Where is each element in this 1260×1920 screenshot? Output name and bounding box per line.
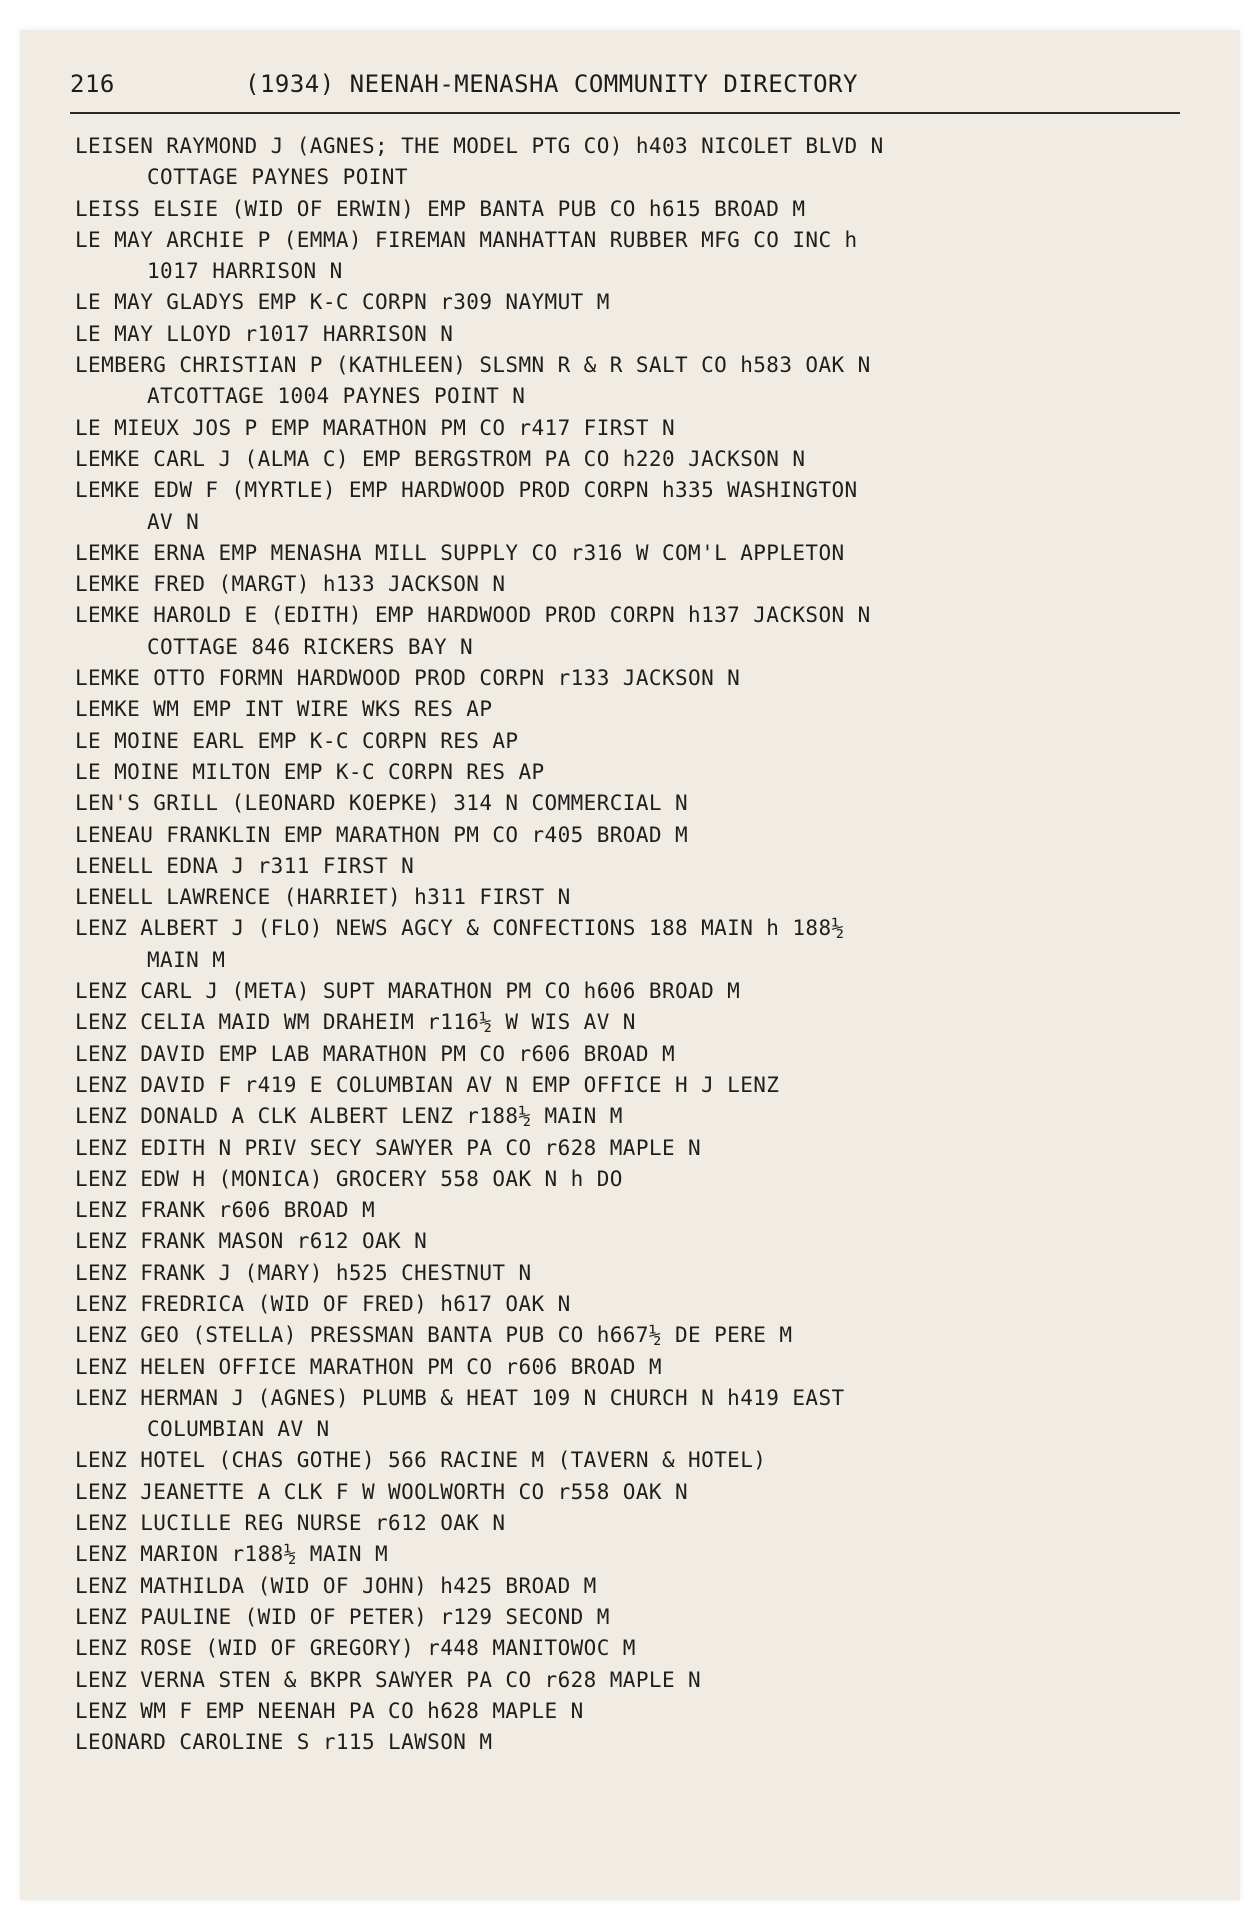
directory-entries <box>75 131 1185 1758</box>
directory-entry: LENZ DAVID EMP LAB MARATHON PM CO r606 BROAD M <box>75 1041 675 1066</box>
directory-entry-continuation: ATCOTTAGE 1004 PAYNES POINT N <box>147 384 526 409</box>
directory-entry: LEN'S GRILL (LEONARD KOEPKE) 314 N COMMERCIAL N <box>75 791 689 816</box>
directory-entry: LENZ DONALD A CLK ALBERT LENZ r188½ MAIN M <box>75 1104 623 1129</box>
directory-entry: LEISS ELSIE (WID OF ERWIN) EMP BANTA PUB CO h615 BROAD M <box>75 196 806 221</box>
directory-entry: LE MAY LLOYD r1017 HARRISON N <box>75 321 454 346</box>
directory-entry: LEMKE OTTO FORMN HARDWOOD PROD CORPN r133 JACKSON N <box>75 666 741 691</box>
running-head-title: (1934) NEENAH-MENASHA COMMUNITY DIRECTORY <box>245 70 858 98</box>
directory-entry: LE MOINE EARL EMP K-C CORPN RES AP <box>75 728 519 753</box>
directory-entry: LENELL EDNA J r311 FIRST N <box>75 853 415 878</box>
directory-entry: LENZ JEANETTE A CLK F W WOOLWORTH CO r558 OAK N <box>75 1479 689 1504</box>
directory-entry: LENZ EDW H (MONICA) GROCERY 558 OAK N h DO <box>75 1166 623 1191</box>
directory-entry: LENZ FRANK J (MARY) h525 CHESTNUT N <box>75 1260 532 1285</box>
directory-entry: LENZ LUCILLE REG NURSE r612 OAK N <box>75 1511 506 1536</box>
directory-entry: LEMKE FRED (MARGT) h133 JACKSON N <box>75 572 506 597</box>
directory-entry: LENZ ROSE (WID OF GREGORY) r448 MANITOWOC M <box>75 1636 636 1661</box>
directory-entry: LENZ CARL J (META) SUPT MARATHON PM CO h606 BROAD M <box>75 979 741 1004</box>
directory-entry: LENELL LAWRENCE (HARRIET) h311 FIRST N <box>75 885 571 910</box>
directory-entry-continuation: 1017 HARRISON N <box>147 259 343 284</box>
directory-entry: LENZ MATHILDA (WID OF JOHN) h425 BROAD M <box>75 1573 597 1598</box>
directory-entry: LENZ MARION r188½ MAIN M <box>75 1542 389 1567</box>
directory-entry-continuation: AV N <box>147 509 200 534</box>
directory-entry: LENZ FRANK r606 BROAD M <box>75 1198 375 1223</box>
directory-entry: LEMKE EDW F (MYRTLE) EMP HARDWOOD PROD CORPN h335 WASHINGTON <box>75 478 858 503</box>
directory-entry: LENZ EDITH N PRIV SECY SAWYER PA CO r628 MAPLE N <box>75 1135 702 1160</box>
directory-entry: LEMKE HAROLD E (EDITH) EMP HARDWOOD PROD CORPN h137 JACKSON N <box>75 603 871 628</box>
directory-entry: LENZ VERNA STEN & BKPR SAWYER PA CO r628 MAPLE N <box>75 1667 702 1692</box>
directory-entry: LE MOINE MILTON EMP K-C CORPN RES AP <box>75 759 545 784</box>
directory-entry: LENZ HERMAN J (AGNES) PLUMB & HEAT 109 N CHURCH N h419 EAST <box>75 1385 845 1410</box>
directory-entry: LENZ CELIA MAID WM DRAHEIM r116½ W WIS AV N <box>75 1010 636 1035</box>
directory-entry: LENZ FRANK MASON r612 OAK N <box>75 1229 428 1254</box>
directory-entry: LENZ PAULINE (WID OF PETER) r129 SECOND M <box>75 1604 610 1629</box>
directory-entry: LEMKE ERNA EMP MENASHA MILL SUPPLY CO r316 W COM'L APPLETON <box>75 540 845 565</box>
directory-entry: LENZ HOTEL (CHAS GOTHE) 566 RACINE M (TAVERN & HOTEL) <box>75 1448 767 1473</box>
directory-entry: LEISEN RAYMOND J (AGNES; THE MODEL PTG CO) h403 NICOLET BLVD N <box>75 134 884 158</box>
directory-entry: LEMKE CARL J (ALMA C) EMP BERGSTROM PA CO h220 JACKSON N <box>75 446 806 471</box>
directory-entry: LEONARD CAROLINE S r115 LAWSON M <box>75 1730 493 1755</box>
directory-entry: LE MAY ARCHIE P (EMMA) FIREMAN MANHATTAN RUBBER MFG CO INC h <box>75 227 858 252</box>
directory-entry: LENZ WM F EMP NEENAH PA CO h628 MAPLE N <box>75 1698 584 1723</box>
directory-entry-continuation: COLUMBIAN AV N <box>147 1417 330 1442</box>
directory-entry: LENZ GEO (STELLA) PRESSMAN BANTA PUB CO h667½ DE PERE M <box>75 1323 793 1348</box>
page-number: 216 <box>70 70 115 98</box>
directory-entry-continuation: COTTAGE 846 RICKERS BAY N <box>147 634 474 659</box>
directory-entry: LENZ DAVID F r419 E COLUMBIAN AV N EMP OFFICE H J LENZ <box>75 1072 780 1097</box>
directory-entry: LENEAU FRANKLIN EMP MARATHON PM CO r405 BROAD M <box>75 822 689 847</box>
directory-entry: LEMKE WM EMP INT WIRE WKS RES AP <box>75 697 493 722</box>
directory-entry-continuation: MAIN M <box>147 947 226 972</box>
directory-entry: LENZ FREDRICA (WID OF FRED) h617 OAK N <box>75 1291 571 1316</box>
header-rule <box>70 112 1180 114</box>
directory-entry: LE MIEUX JOS P EMP MARATHON PM CO r417 FIRST N <box>75 415 675 440</box>
directory-entry: LENZ ALBERT J (FLO) NEWS AGCY & CONFECTIONS 188 MAIN h 188½ <box>75 916 845 941</box>
directory-entry-continuation: COTTAGE PAYNES POINT <box>147 165 408 190</box>
directory-entry: LENZ HELEN OFFICE MARATHON PM CO r606 BROAD M <box>75 1354 662 1379</box>
page-header <box>70 62 1180 106</box>
directory-entry: LE MAY GLADYS EMP K-C CORPN r309 NAYMUT M <box>75 290 610 315</box>
directory-entry: LEMBERG CHRISTIAN P (KATHLEEN) SLSMN R & R SALT CO h583 OAK N <box>75 353 871 378</box>
